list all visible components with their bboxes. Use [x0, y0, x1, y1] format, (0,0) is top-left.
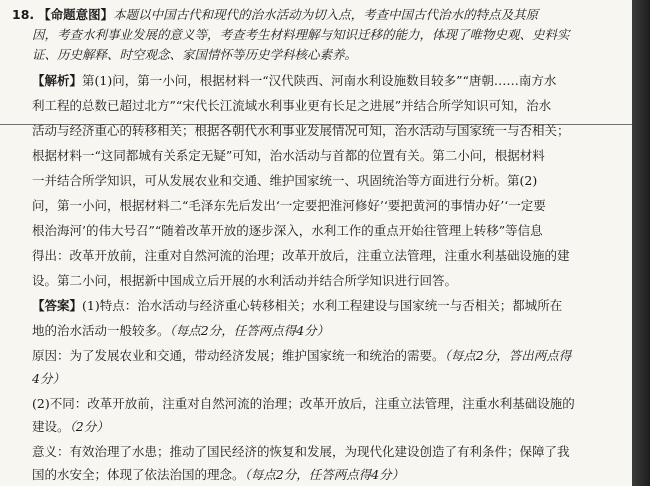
scan-dark-edge	[632, 0, 650, 486]
analysis-line-6: 问，第一小问，根据材料二“毛泽东先后发出‘一定要把淮河修好’‘要把黄河的事情办好’‘一定要	[32, 198, 546, 213]
analysis-line-5: 一并结合所学知识，可从发展农业和交通、维护国家统一、巩固统治等方面进行分析。第(2)	[32, 173, 538, 188]
answer-reason-line-1	[32, 347, 571, 364]
answer-reason-text: 原因：为了发展农业和交通，带动经济发展；维护国家统一和统治的需要。	[32, 348, 445, 363]
answer-score-1: （每点2分，任答两点得4分）	[169, 323, 330, 338]
intent-line-1	[12, 6, 538, 23]
answer-reason-score-b: 4分）	[32, 371, 65, 386]
answer-line-2	[32, 322, 329, 339]
answer-label: 【答案】	[32, 298, 83, 313]
intent-text-1: 本题以中国古代和现代的治水活动为切入点，考查中国古代治水的特点及其原	[113, 7, 539, 22]
answer-line-1	[32, 297, 562, 314]
analysis-line-8: 得出：改革开放前，注重对自然河流的治理；改革开放后，注重立法管理，注重水利基础设施的建	[32, 248, 570, 263]
analysis-line-1	[32, 72, 556, 89]
answer-text-1: (1)特点：治水活动与经济重心转移相关；水利工程建设与国家统一与否相关；都城所在	[82, 298, 563, 313]
answer-diff-line-2	[32, 418, 109, 435]
analysis-line-2: 利工程的总数已超过北方”“宋代长江流域水利事业更有长足之进展”并结合所学知识可知，治水	[32, 98, 552, 113]
answer-meaning-line-1: 意义：有效治理了水患；推动了国民经济的恢复和发展，为现代化建设创造了有利条件；保障了我	[32, 444, 570, 459]
intent-line-2: 因，考查水利事业发展的意义等，考查考生材料理解与知识迁移的能力，体现了唯物史观、史料实	[32, 27, 570, 42]
answer-diff-line-1: (2)不同：改革开放前，注重对自然河流的治理；改革开放后，注重立法管理，注重水利基础设施的	[32, 396, 575, 411]
analysis-label: 【解析】	[32, 73, 83, 88]
analysis-line-9: 设。第二小问，根据新中国成立后开展的水利活动并结合所学知识进行回答。	[32, 273, 458, 288]
answer-meaning-text-b: 国的水安全；体现了依法治国的理念。	[32, 467, 245, 482]
analysis-line-4: 根据材料一“这同都城有关系定无疑”可知，治水活动与首都的位置有关。第二小问，根据材料	[32, 148, 545, 163]
answer-meaning-line-2	[32, 466, 404, 483]
analysis-line-3: 活动与经济重心的转移相关；根据各朝代水利事业发展情况可知，治水活动与国家统一与否相关；	[32, 123, 570, 138]
answer-diff-text-b: 建设。	[32, 419, 70, 434]
analysis-line-7: 根治海河’的伟大号召”“随着改革开放的逐步深入，水利工作的重点开始往管理上转移”等信息	[32, 223, 543, 238]
answer-reason-score-a: （每点2分，答出两点得	[444, 348, 572, 363]
answer-meaning-score: （每点2分，任答两点得4分）	[244, 467, 405, 482]
answer-text-2: 地的治水活动一般较多。	[32, 323, 170, 338]
answer-diff-score: （2分）	[69, 419, 109, 434]
question-number: 18.	[12, 7, 35, 22]
intent-line-3: 证、历史解释、时空观念、家国情怀等历史学科核心素养。	[32, 47, 358, 62]
analysis-text-1: 第(1)问，第一小问，根据材料一“汉代陕西、河南水利设施数目较多”“唐朝……南方水	[82, 73, 557, 88]
intent-label: 【命题意图】	[38, 7, 114, 22]
